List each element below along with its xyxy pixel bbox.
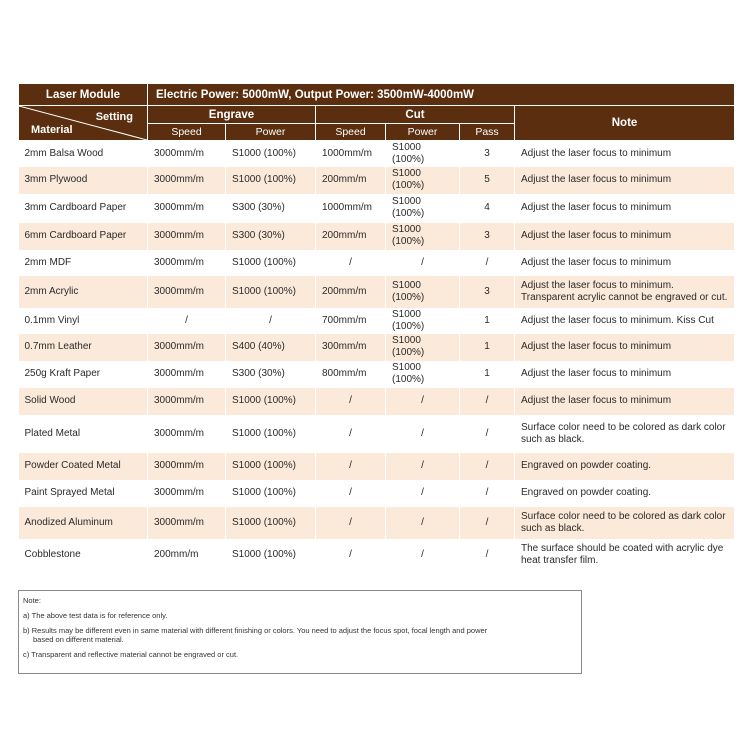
cut-power-cell: S1000 (100%)	[386, 276, 460, 308]
footnote-b: b) Results may be different even in same material with different finishing or colors. You need to adjust the focus spot, focal length and power	[23, 626, 488, 635]
cut-pass-cell: /	[460, 539, 515, 571]
cut-power-cell: /	[386, 250, 460, 276]
note-cell: Adjust the laser focus to minimum	[515, 223, 735, 250]
engrave-power-cell: S1000 (100%)	[226, 480, 316, 507]
note-cell: Adjust the laser focus to minimum	[515, 361, 735, 388]
note-cell: Surface color need to be colored as dark color such as black.	[515, 415, 735, 453]
footnote-title: Note:	[23, 596, 41, 605]
cut-speed-cell: /	[316, 539, 386, 571]
material-cell: Plated Metal	[19, 415, 148, 453]
cut-power-cell: /	[386, 539, 460, 571]
cut-power-cell: S1000 (100%)	[386, 141, 460, 167]
cut-speed-cell: /	[316, 453, 386, 480]
engrave-power-cell: S1000 (100%)	[226, 167, 316, 194]
material-cell: 2mm Balsa Wood	[19, 141, 148, 167]
engrave-power-cell: S1000 (100%)	[226, 507, 316, 539]
cut-pass-cell: /	[460, 507, 515, 539]
setting-label: Setting	[95, 111, 133, 123]
engrave-speed-cell: 3000mm/m	[148, 194, 226, 223]
table-row	[19, 388, 735, 415]
cut-pass-cell: 4	[460, 194, 515, 223]
cut-speed-header: Speed	[316, 124, 386, 141]
footnote-a: a) The above test data is for reference only.	[23, 611, 168, 620]
cut-speed-cell: 1000mm/m	[316, 141, 386, 167]
material-cell: 3mm Cardboard Paper	[19, 194, 148, 223]
engrave-power-cell: S1000 (100%)	[226, 250, 316, 276]
table-row	[19, 167, 735, 194]
cut-pass-cell: 5	[460, 167, 515, 194]
material-label: Material	[31, 124, 73, 136]
footnote-c: c) Transparent and reflective material cannot be engraved or cut.	[23, 650, 239, 659]
cut-speed-cell: /	[316, 507, 386, 539]
engrave-speed-cell: 3000mm/m	[148, 223, 226, 250]
material-cell: Solid Wood	[19, 388, 148, 415]
cut-speed-cell: /	[316, 480, 386, 507]
note-cell: Adjust the laser focus to minimum	[515, 334, 735, 361]
engrave-speed-cell: 3000mm/m	[148, 480, 226, 507]
material-cell: 0.7mm Leather	[19, 334, 148, 361]
cut-pass-cell: 1	[460, 334, 515, 361]
cut-power-cell: S1000 (100%)	[386, 194, 460, 223]
table-row	[19, 250, 735, 276]
cut-speed-cell: /	[316, 250, 386, 276]
table-row	[19, 276, 735, 308]
cut-power-cell: S1000 (100%)	[386, 361, 460, 388]
cut-pass-cell: 1	[460, 308, 515, 334]
cut-power-cell: /	[386, 388, 460, 415]
cut-speed-cell: 300mm/m	[316, 334, 386, 361]
cut-pass-cell: /	[460, 415, 515, 453]
note-cell: Engraved on powder coating.	[515, 453, 735, 480]
cut-speed-cell: 200mm/m	[316, 167, 386, 194]
cut-pass-cell: /	[460, 453, 515, 480]
material-cell: 2mm MDF	[19, 250, 148, 276]
engrave-power-cell: S300 (30%)	[226, 194, 316, 223]
laser-module-label: Laser Module	[19, 84, 148, 106]
cut-speed-cell: 700mm/m	[316, 308, 386, 334]
note-cell: Adjust the laser focus to minimum	[515, 167, 735, 194]
engrave-speed-header: Speed	[148, 124, 226, 141]
table-row	[19, 415, 735, 453]
table-row	[19, 141, 735, 167]
table-row	[19, 194, 735, 223]
cut-power-cell: S1000 (100%)	[386, 308, 460, 334]
cut-speed-cell: 200mm/m	[316, 223, 386, 250]
material-cell: Cobblestone	[19, 539, 148, 571]
note-header: Note	[515, 106, 735, 141]
engrave-header: Engrave	[148, 106, 316, 124]
cut-pass-cell: /	[460, 388, 515, 415]
engrave-speed-cell: 3000mm/m	[148, 361, 226, 388]
engrave-speed-cell: 3000mm/m	[148, 388, 226, 415]
engrave-speed-cell: 3000mm/m	[148, 453, 226, 480]
cut-pass-cell: /	[460, 480, 515, 507]
cut-power-cell: S1000 (100%)	[386, 334, 460, 361]
material-cell: Anodized Aluminum	[19, 507, 148, 539]
engrave-power-header: Power	[226, 124, 316, 141]
note-cell: Adjust the laser focus to minimum	[515, 141, 735, 167]
engrave-speed-cell: 3000mm/m	[148, 415, 226, 453]
material-cell: 6mm Cardboard Paper	[19, 223, 148, 250]
cut-power-cell: /	[386, 480, 460, 507]
cut-speed-cell: /	[316, 388, 386, 415]
material-cell: 2mm Acrylic	[19, 276, 148, 308]
table-row	[19, 361, 735, 388]
footnote-b-cont: based on different material.	[33, 635, 124, 644]
note-cell: The surface should be coated with acrylic dye heat transfer film.	[515, 539, 735, 571]
cut-header: Cut	[316, 106, 515, 124]
cut-power-header: Power	[386, 124, 460, 141]
engrave-speed-cell: 3000mm/m	[148, 334, 226, 361]
note-cell: Adjust the laser focus to minimum	[515, 388, 735, 415]
cut-pass-cell: 1	[460, 361, 515, 388]
engrave-speed-cell: 3000mm/m	[148, 250, 226, 276]
engrave-speed-cell: 3000mm/m	[148, 276, 226, 308]
note-cell: Adjust the laser focus to minimum	[515, 194, 735, 223]
cut-power-cell: S1000 (100%)	[386, 167, 460, 194]
engrave-speed-cell: 3000mm/m	[148, 167, 226, 194]
cut-pass-cell: /	[460, 250, 515, 276]
engrave-power-cell: S400 (40%)	[226, 334, 316, 361]
power-info: Electric Power: 5000mW, Output Power: 3500mW-4000mW	[148, 84, 735, 106]
table-row	[19, 308, 735, 334]
cut-pass-cell: 3	[460, 276, 515, 308]
table-row	[19, 223, 735, 250]
material-cell: 250g Kraft Paper	[19, 361, 148, 388]
material-cell: Powder Coated Metal	[19, 453, 148, 480]
engrave-speed-cell: 200mm/m	[148, 539, 226, 571]
engrave-power-cell: S1000 (100%)	[226, 539, 316, 571]
engrave-power-cell: S1000 (100%)	[226, 141, 316, 167]
engrave-speed-cell: 3000mm/m	[148, 141, 226, 167]
cut-power-cell: /	[386, 415, 460, 453]
note-cell: Adjust the laser focus to minimum. Transparent acrylic cannot be engraved or cut.	[515, 276, 735, 308]
engrave-power-cell: S300 (30%)	[226, 223, 316, 250]
engrave-power-cell: S1000 (100%)	[226, 276, 316, 308]
note-cell: Engraved on powder coating.	[515, 480, 735, 507]
engrave-speed-cell: 3000mm/m	[148, 507, 226, 539]
material-cell: 0.1mm Vinyl	[19, 308, 148, 334]
cut-pass-cell: 3	[460, 141, 515, 167]
table-row	[19, 507, 735, 539]
setting-material-corner	[19, 106, 148, 141]
cut-power-cell: /	[386, 507, 460, 539]
note-cell: Surface color need to be colored as dark color such as black.	[515, 507, 735, 539]
engrave-power-cell: /	[226, 308, 316, 334]
table-row	[19, 453, 735, 480]
table-row	[19, 480, 735, 507]
cut-pass-header: Pass	[460, 124, 515, 141]
table-row	[19, 334, 735, 361]
cut-speed-cell: 800mm/m	[316, 361, 386, 388]
material-cell: Paint Sprayed Metal	[19, 480, 148, 507]
table-row	[19, 539, 735, 571]
footnote-box	[18, 590, 582, 674]
note-cell: Adjust the laser focus to minimum. Kiss Cut	[515, 308, 735, 334]
cut-power-cell: S1000 (100%)	[386, 223, 460, 250]
engrave-power-cell: S1000 (100%)	[226, 388, 316, 415]
cut-speed-cell: 200mm/m	[316, 276, 386, 308]
engrave-power-cell: S300 (30%)	[226, 361, 316, 388]
cut-power-cell: /	[386, 453, 460, 480]
cut-speed-cell: /	[316, 415, 386, 453]
engrave-power-cell: S1000 (100%)	[226, 453, 316, 480]
material-cell: 3mm Plywood	[19, 167, 148, 194]
engrave-speed-cell: /	[148, 308, 226, 334]
laser-settings-table	[18, 83, 735, 571]
cut-pass-cell: 3	[460, 223, 515, 250]
note-cell: Adjust the laser focus to minimum	[515, 250, 735, 276]
cut-speed-cell: 1000mm/m	[316, 194, 386, 223]
engrave-power-cell: S1000 (100%)	[226, 415, 316, 453]
